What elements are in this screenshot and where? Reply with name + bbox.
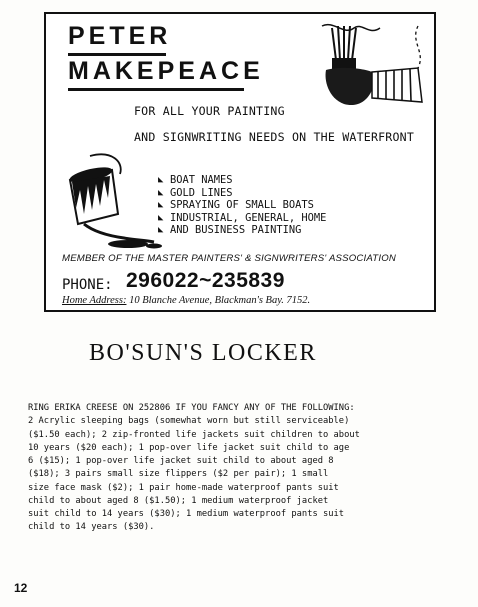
paint-drip-bullet-icon: ◣ xyxy=(158,187,164,198)
paint-drip-bullet-icon: ◣ xyxy=(158,200,164,210)
membership-line: MEMBER OF THE MASTER PAINTERS' & SIGNWRITERS' ASSOCIATION xyxy=(62,253,396,264)
ad-name-first: PETER xyxy=(68,22,172,50)
address-value: 10 Blanche Avenue, Blackman's Bay. 7152. xyxy=(129,295,311,306)
paint-drip-bullet-icon: ◣ xyxy=(158,212,164,223)
body-line: ($18); 3 pairs small size flippers ($2 per pair); 1 small xyxy=(28,469,329,480)
paint-drip-bullet-icon: ◣ xyxy=(158,225,164,235)
body-line: 2 Acrylic sleeping bags (somewhat worn but still serviceable) xyxy=(28,416,350,427)
body-line: ($1.50 each); 2 zip-fronted life jackets suit children to about xyxy=(28,429,360,440)
list-item xyxy=(158,224,326,237)
section-heading: BO'SUN'S LOCKER xyxy=(89,340,317,366)
service-label: GOLD LINES xyxy=(170,186,233,199)
list-item xyxy=(158,199,326,212)
ad-tagline: AND SIGNWRITING NEEDS ON THE WATERFRONT xyxy=(134,130,415,144)
list-item xyxy=(158,174,326,187)
body-line: RING ERIKA CREESE ON 252806 IF YOU FANCY ANY OF THE FOLLOWING: xyxy=(28,403,355,413)
article-body xyxy=(28,402,460,535)
name-underline xyxy=(68,88,244,91)
service-label: SPRAYING OF SMALL BOATS xyxy=(170,199,314,211)
body-line: 6 ($15); 1 pop-over life jacket suit child to about aged 8 xyxy=(28,456,334,466)
services-list xyxy=(158,174,326,237)
ad-name-last: MAKEPEACE xyxy=(68,57,264,85)
service-label: BOAT NAMES xyxy=(170,174,233,186)
body-line: size face mask ($2); 1 pair home-made waterproof pants suit xyxy=(28,482,339,493)
painter-advertisement xyxy=(44,12,436,312)
service-label: AND BUSINESS PAINTING xyxy=(170,224,302,236)
body-line: suit child to 14 years ($30); 1 medium waterproof pants suit xyxy=(28,509,345,519)
name-underline xyxy=(68,53,166,56)
list-item xyxy=(158,212,326,225)
home-address xyxy=(62,295,310,306)
body-line: 10 years ($20 each); 1 pop-over life jacket suit child to age xyxy=(28,442,350,453)
address-label: Home Address: xyxy=(62,295,127,306)
paint-drip-bullet-icon: ◣ xyxy=(158,175,164,185)
phone-label: PHONE: xyxy=(62,277,113,293)
paint-brush-in-hand-icon xyxy=(314,18,432,120)
body-line: child to about aged 8 ($1.50); 1 medium waterproof jacket xyxy=(28,495,329,506)
list-item xyxy=(158,187,326,200)
phone-number: 296022~235839 xyxy=(126,269,285,292)
service-label: INDUSTRIAL, GENERAL, HOME xyxy=(170,211,327,224)
body-line: child to 14 years ($30). xyxy=(28,522,155,533)
page-number: 12 xyxy=(14,581,28,595)
ad-tagline: FOR ALL YOUR PAINTING xyxy=(134,104,285,118)
dripping-paint-can-icon xyxy=(54,152,166,252)
